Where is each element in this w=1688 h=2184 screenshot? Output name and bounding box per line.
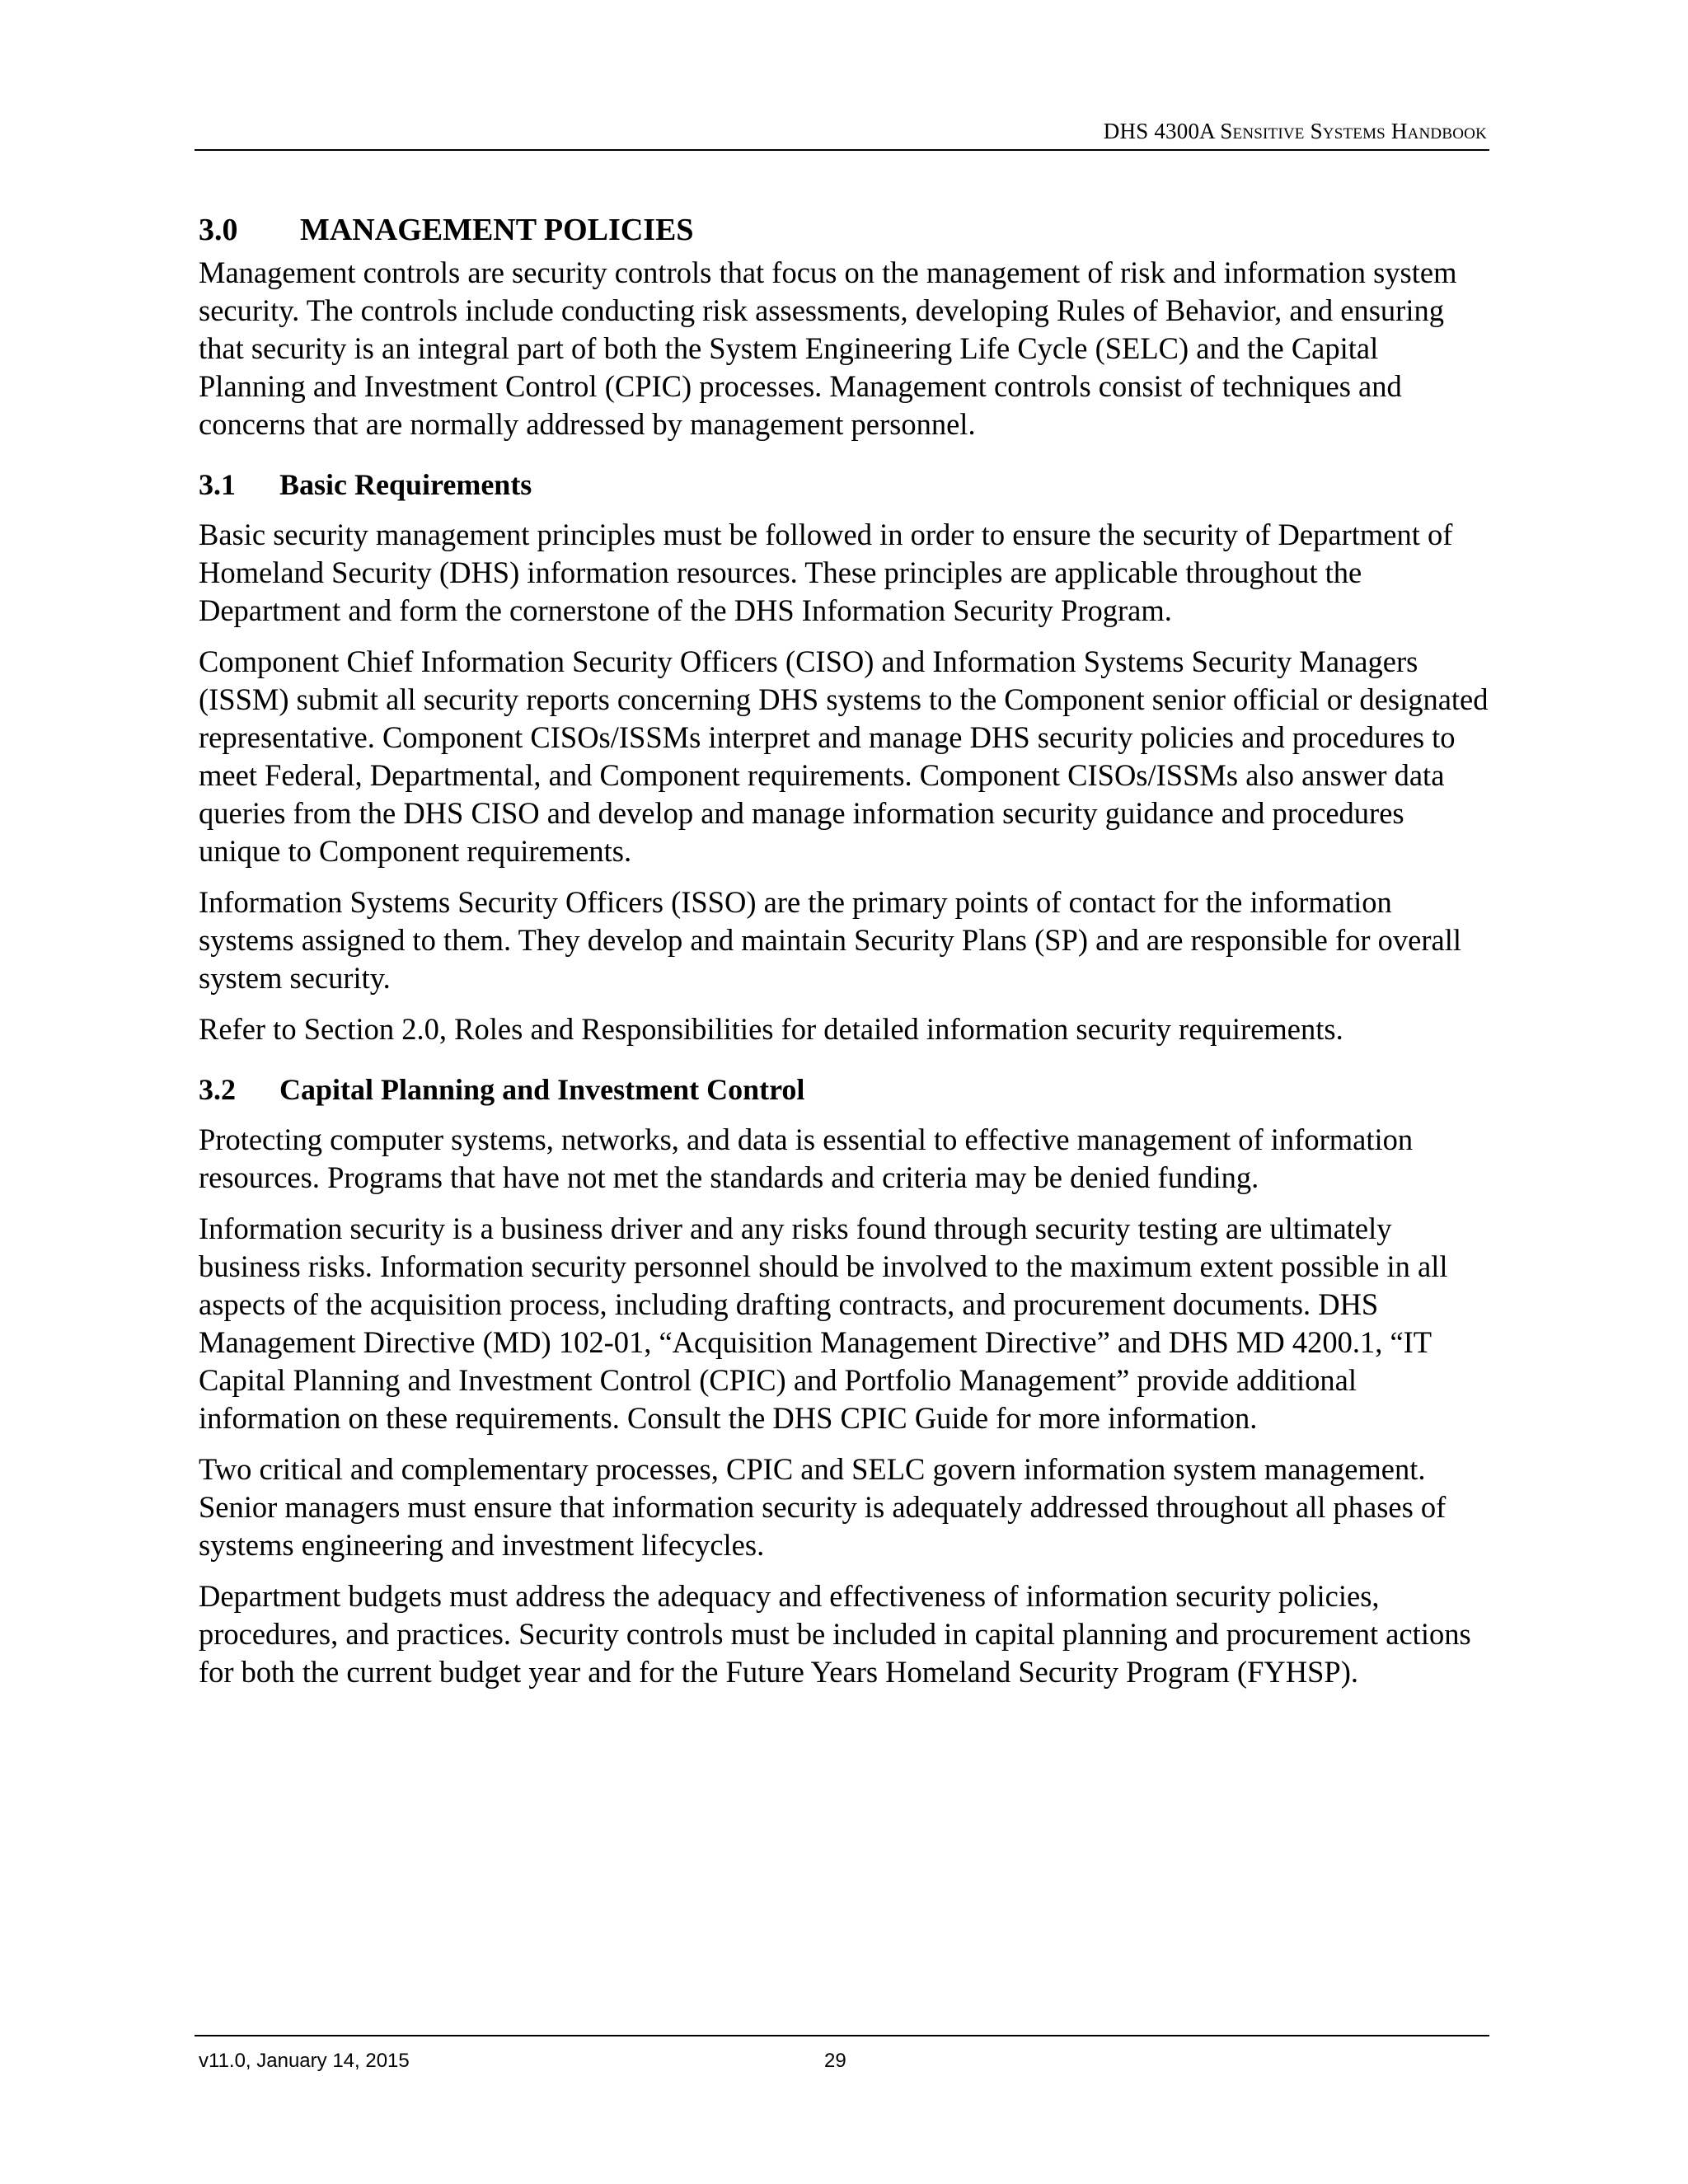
section-title: Basic Requirements bbox=[279, 468, 532, 501]
paragraph: Information security is a business driver and any risks found through security testing are ultimately business risks. Information security personnel should be involved to the maximum extent possible in all aspects of the acquisition process, including drafting contracts, and procurement documents. DHS Management Directive (MD) 102-01, “Acquisition Management Directive” and DHS MD 4200.1, “IT Capital Planning and Investment Control (CPIC) and Portfolio Management” provide additional information on these requirements. Consult the DHS CPIC Guide for more information. bbox=[199, 1212, 1448, 1435]
running-header: DHS 4300A Sensitive Systems Handbook bbox=[1103, 119, 1487, 143]
section-number: 3.0 bbox=[199, 213, 238, 247]
paragraph: Management controls are security controls that focus on the management of risk and information system security. The controls include conducting risk assessments, developing Rules of Behavior, and ensuring that security is an integral part of both the System Engineering Life Cycle (SELC) and the Capital Planning and Investment Control (CPIC) processes. Management controls consist of techniques and concerns that are normally addressed by management personnel. bbox=[199, 255, 1457, 441]
header-divider bbox=[195, 149, 1489, 151]
footer-divider bbox=[195, 2035, 1489, 2036]
paragraph: Refer to Section 2.0, Roles and Responsibilities for detailed information security requirements. bbox=[199, 1012, 1343, 1046]
paragraph: Basic security management principles must be followed in order to ensure the security of Department of Homeland Security (DHS) information resources. These principles are applicable throughout the Department and form the cornerstone of the DHS Information Security Program. bbox=[199, 518, 1453, 627]
page-content bbox=[199, 211, 1489, 1704]
section-title: Capital Planning and Investment Control bbox=[279, 1073, 805, 1106]
paragraph: Department budgets must address the adequacy and effectiveness of information security policies, procedures, and practices. Security controls must be included in capital planning and procurement actions for both the current budget year and for the Future Years Homeland Security Program (FYHSP). bbox=[199, 1579, 1471, 1689]
section-number: 3.1 bbox=[199, 468, 236, 501]
section-heading-3-1 bbox=[199, 466, 1489, 503]
page-number: 29 bbox=[824, 2050, 846, 2072]
section-heading-3-2 bbox=[199, 1071, 1489, 1108]
section-heading-3-0 bbox=[199, 211, 1489, 249]
paragraph: Two critical and complementary processes, CPIC and SELC govern information system management. Senior managers must ensure that information security is adequately addressed throughout all phases of systems engineering and investment lifecycles. bbox=[199, 1452, 1447, 1562]
paragraph: Component Chief Information Security Officers (CISO) and Information Systems Security Managers (ISSM) submit all security reports concerning DHS systems to the Component senior official or designated representative. Component CISOs/ISSMs interpret and manage DHS security policies and procedures to meet Federal, Departmental, and Component requirements. Component CISOs/ISSMs also answer data queries from the DHS CISO and develop and manage information security guidance and procedures unique to Component requirements. bbox=[199, 644, 1489, 868]
section-number: 3.2 bbox=[199, 1073, 236, 1106]
paragraph: Information Systems Security Officers (ISSO) are the primary points of contact for the information systems assigned to them. They develop and maintain Security Plans (SP) and are responsible for overall system security. bbox=[199, 885, 1462, 995]
section-title: MANAGEMENT POLICIES bbox=[300, 213, 694, 247]
paragraph: Protecting computer systems, networks, and data is essential to effective management of information resources. Programs that have not met the standards and criteria may be denied funding. bbox=[199, 1122, 1414, 1194]
footer-version: v11.0, January 14, 2015 bbox=[199, 2050, 410, 2072]
